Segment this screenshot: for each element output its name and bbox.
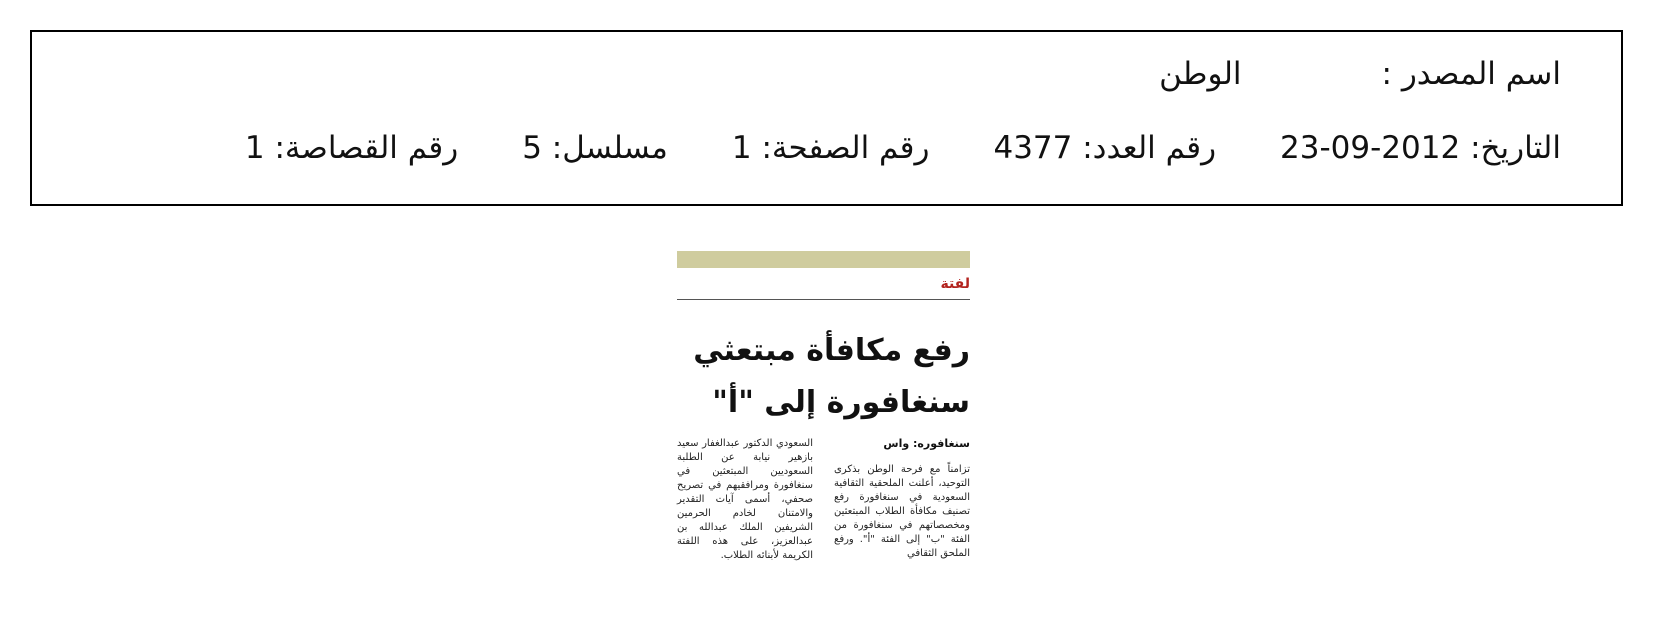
serial-label: مسلسل: (551, 130, 668, 166)
date-value: 23-09-2012 (1280, 130, 1461, 166)
serial-value: 5 (522, 130, 542, 166)
section-label: لفتة (940, 276, 970, 292)
page-label: رقم الصفحة: (761, 130, 930, 166)
newspaper-clipping (677, 251, 970, 605)
article-column-left (677, 437, 813, 563)
headline (677, 325, 970, 429)
date-label: التاريخ: (1470, 130, 1561, 166)
clip-number-label: رقم القصاصة: (274, 130, 459, 166)
source-value: الوطن (1159, 56, 1242, 92)
article-column-right (834, 437, 970, 561)
clipping-metadata-box (30, 30, 1623, 206)
headline-line-2: سنغافورة إلى "أ" (712, 385, 970, 420)
details-line (245, 128, 1561, 168)
page-value: 1 (731, 130, 752, 166)
source-label: اسم المصدر : (1381, 56, 1561, 92)
issue-value: 4377 (993, 130, 1073, 166)
section-divider (677, 299, 970, 300)
article-text-left: السعودي الدكتور عبدالغفار سعيد بازهير نيابة عن الطلبة السعوديين المبتعثين في سنغافورة ومرافقيهم في تصريح صحفي، أسمى آيات التقدير والامتنان لخادم الحرمين الشريفين الملك عبدالله بن عبدالعزيز، على هذه اللفتة الكريمة لأبنائه الطلاب. (677, 438, 813, 561)
headline-line-1: رفع مكافأة مبتعثي (693, 333, 970, 368)
clip-number-value: 1 (244, 130, 265, 166)
dateline: سنغافوره: واس (883, 437, 970, 450)
article-text-right: تزامناً مع فرحة الوطن بذكرى التوحيد، أعلنت الملحقية الثقافية السعودية في سنغافورة رفع تصنيف مكافأة الطلاب المبتعثين ومخصصاتهم في سنغافورة من الفئة "ب" إلى الفئة "أ". ورفع الملحق الثقافي (834, 464, 970, 559)
source-line (1159, 54, 1561, 94)
clipping-top-bar (677, 251, 970, 268)
issue-label: رقم العدد: (1082, 130, 1217, 166)
